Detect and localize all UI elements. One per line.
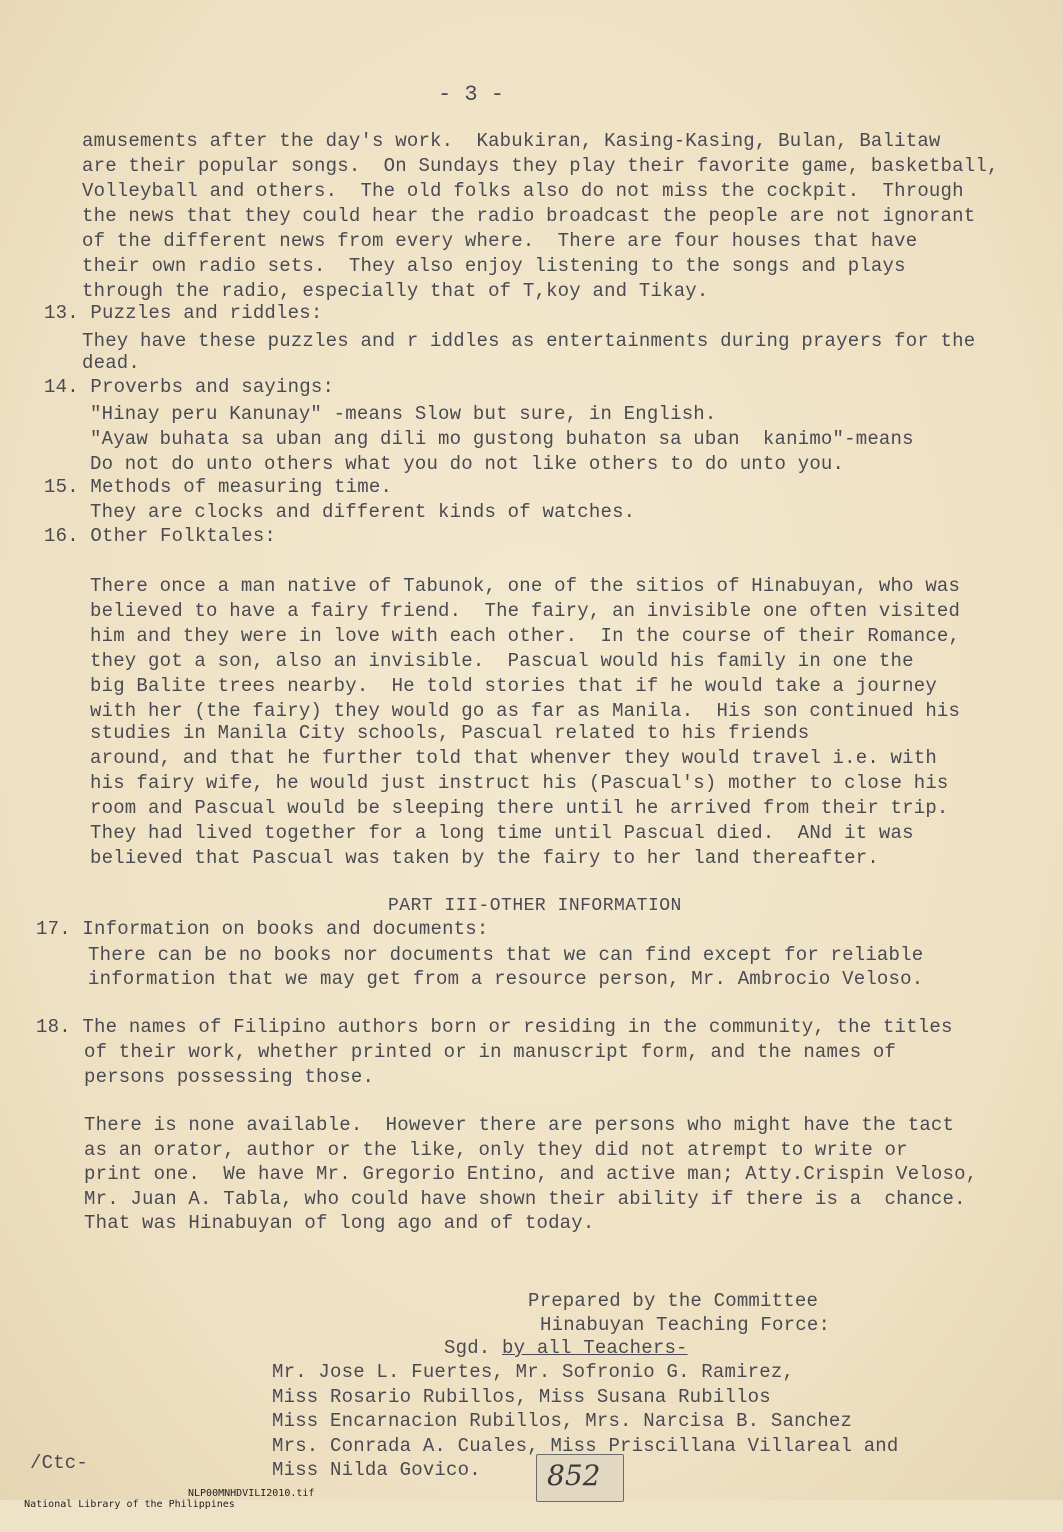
- folktale-line: around, and that he further told that whenver they would travel i.e. with: [90, 747, 937, 769]
- signed-line: [444, 1337, 688, 1359]
- folktale-line: with her (the fairy) they would go as far as Manila. His son continued his: [90, 700, 961, 722]
- folktale-line: his fairy wife, he would just instruct his (Pascual's) mother to close his: [90, 772, 949, 794]
- info-line: of their work, whether printed or in manuscript form, and the names of: [84, 1041, 897, 1063]
- closing-line: Mr. Juan A. Tabla, who could have shown their ability if there is a chance.: [84, 1188, 966, 1210]
- prepared-by: Prepared by the Committee: [528, 1290, 819, 1312]
- closing-line: There is none available. However there are persons who might have the tact: [84, 1114, 955, 1136]
- teacher-names-line: Miss Nilda Govico.: [272, 1459, 481, 1481]
- teacher-names-line: Miss Encarnacion Rubillos, Mrs. Narcisa B. Sanchez: [272, 1410, 853, 1432]
- info-line: information that we may get from a resource person, Mr. Ambrocio Veloso.: [88, 968, 924, 990]
- section-heading-15: 15. Methods of measuring time.: [44, 476, 393, 498]
- section-heading-13: 13. Puzzles and riddles:: [44, 302, 323, 324]
- body-line: They are clocks and different kinds of watches.: [90, 501, 636, 523]
- proverb-line: "Ayaw buhata sa uban ang dili mo gustong buhaton sa uban kanimo"-means: [90, 428, 914, 450]
- info-line: There can be no books nor documents that we can find except for reliable: [88, 944, 924, 966]
- body-line: amusements after the day's work. Kabukiran, Kasing-Kasing, Bulan, Balitaw: [82, 130, 941, 152]
- body-line: the news that they could hear the radio broadcast the people are not ignorant: [82, 205, 976, 227]
- body-line: of the different news from every where. There are four houses that have: [82, 230, 918, 252]
- folktale-line: big Balite trees nearby. He told stories that if he would take a journey: [90, 675, 937, 697]
- proverb-line: Do not do unto others what you do not like others to do unto you.: [90, 453, 845, 475]
- sgd-prefix: Sgd.: [444, 1337, 503, 1359]
- body-line: They have these puzzles and r iddles as entertainments during prayers for the: [82, 330, 976, 352]
- folktale-line: they got a son, also an invisible. Pascual would his family in one the: [90, 650, 914, 672]
- page-stamp: [536, 1454, 624, 1502]
- signed-by: by all Teachers-: [502, 1337, 688, 1359]
- closing-line: as an orator, author or the like, only they did not atrempt to write or: [84, 1139, 908, 1161]
- folktale-line: There once a man native of Tabunok, one of the sitios of Hinabuyan, who was: [90, 575, 961, 597]
- body-line: are their popular songs. On Sundays they play their favorite game, basketball,: [82, 155, 999, 177]
- folktale-line: him and they were in love with each other. In the course of their Romance,: [90, 625, 961, 647]
- proverb-line: "Hinay peru Kanunay" -means Slow but sure, in English.: [90, 403, 717, 425]
- body-line: dead.: [82, 352, 141, 374]
- scan-footer: [0, 1488, 315, 1532]
- page-number: - 3 -: [438, 82, 505, 107]
- teacher-names-line: Mrs. Conrada A. Cuales, Miss Priscillana Villareal and: [272, 1435, 899, 1457]
- body-line: their own radio sets. They also enjoy listening to the songs and plays: [82, 255, 906, 277]
- folktale-line: studies in Manila City schools, Pascual related to his friends: [90, 722, 810, 744]
- stamp-number: 852: [547, 1459, 601, 1492]
- folktale-line: believed to have a fairy friend. The fairy, an invisible one often visited: [90, 600, 961, 622]
- closing-line: That was Hinabuyan of long ago and of today.: [84, 1212, 595, 1234]
- file-name: NLP00MNHDVILI2010.tif: [188, 1488, 315, 1499]
- typist-initials: /Ctc-: [30, 1452, 89, 1474]
- library-label: National Library of the Philippines: [24, 1499, 235, 1510]
- section-heading-14: 14. Proverbs and sayings:: [44, 376, 335, 398]
- section-heading-16: 16. Other Folktales:: [44, 525, 277, 547]
- closing-line: print one. We have Mr. Gregorio Entino, and active man; Atty.Crispin Veloso,: [84, 1163, 978, 1185]
- teaching-force: Hinabuyan Teaching Force:: [540, 1314, 831, 1336]
- body-line: through the radio, especially that of T,koy and Tikay.: [82, 280, 709, 302]
- part-heading: PART III-OTHER INFORMATION: [388, 896, 682, 916]
- section-heading-17: 17. Information on books and documents:: [36, 918, 489, 940]
- teacher-names-line: Miss Rosario Rubillos, Miss Susana Rubillos: [272, 1386, 771, 1408]
- folktale-line: room and Pascual would be sleeping there until he arrived from their trip.: [90, 797, 949, 819]
- body-line: Volleyball and others. The old folks also do not miss the cockpit. Through: [82, 180, 964, 202]
- section-heading-18: 18. The names of Filipino authors born or residing in the community, the titles: [36, 1016, 953, 1038]
- info-line: persons possessing those.: [84, 1066, 375, 1088]
- folktale-line: They had lived together for a long time until Pascual died. ANd it was: [90, 822, 914, 844]
- folktale-line: believed that Pascual was taken by the fairy to her land thereafter.: [90, 847, 879, 869]
- teacher-names-line: Mr. Jose L. Fuertes, Mr. Sofronio G. Ramirez,: [272, 1361, 795, 1383]
